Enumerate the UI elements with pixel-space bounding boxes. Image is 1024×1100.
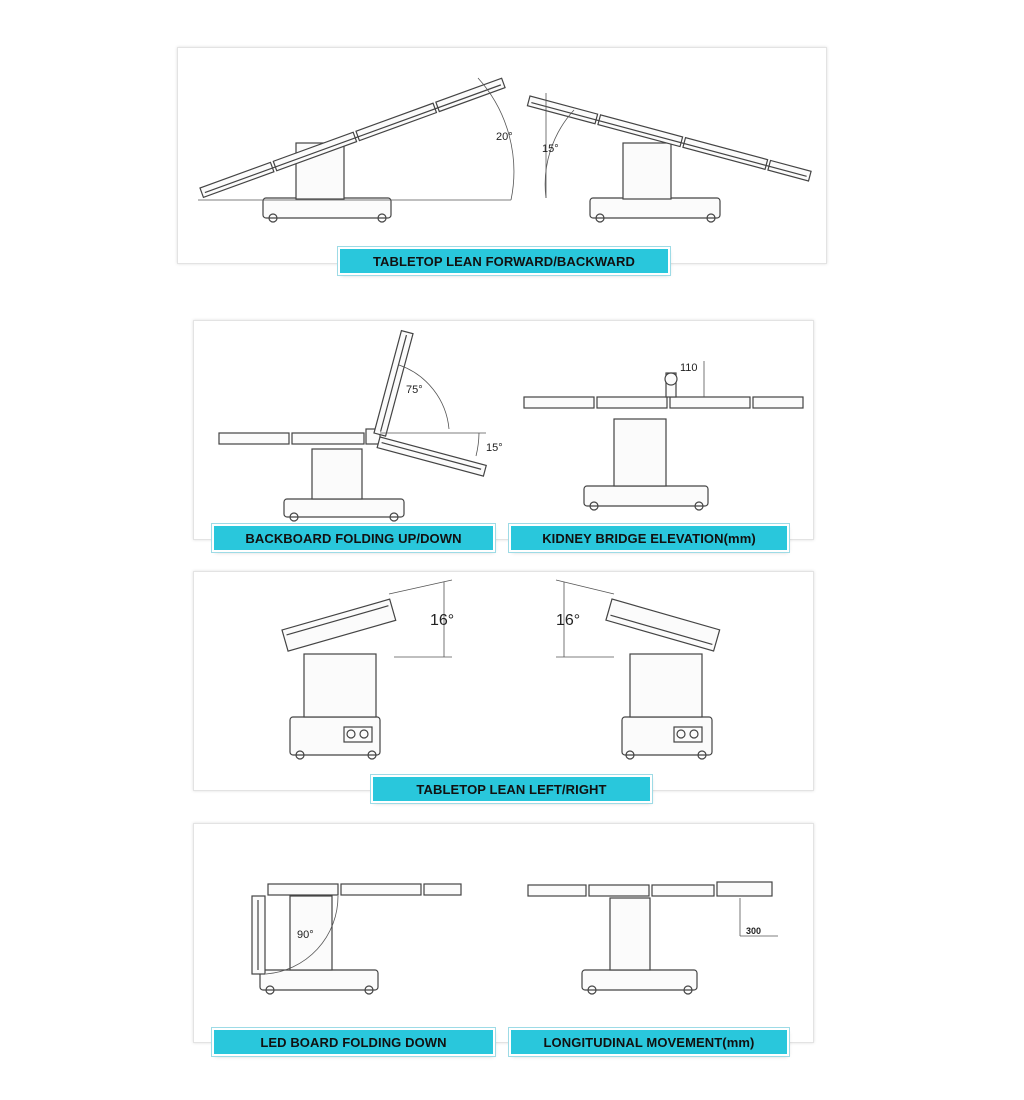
table-backboard-folding (219, 331, 503, 521)
label-tabletop-lean-left-right: TABLETOP LEAN LEFT/RIGHT (373, 777, 650, 801)
diagram-backboard-kidney (194, 321, 813, 539)
diagram-lean-left-right (194, 572, 813, 790)
table-lean-right (556, 580, 720, 759)
angle-label-20: 20° (496, 131, 513, 143)
label-kidney-bridge-elevation: KIDNEY BRIDGE ELEVATION(mm) (511, 526, 787, 550)
label-backboard-folding: BACKBOARD FOLDING UP/DOWN (214, 526, 493, 550)
angle-label-75: 75° (406, 384, 423, 396)
table-lean-left (282, 580, 454, 759)
angle-label-90: 90° (297, 929, 314, 941)
panel-led-longitudinal (193, 823, 814, 1043)
panel-backboard-kidney (193, 320, 814, 540)
angle-label-15-down: 15° (486, 442, 503, 454)
angle-label-15: 15° (542, 143, 559, 155)
label-longitudinal-movement: LONGITUDINAL MOVEMENT(mm) (511, 1030, 787, 1054)
table-kidney-bridge (524, 361, 803, 510)
panel-tabletop-lean-left-right (193, 571, 814, 791)
table-right-tilted (527, 93, 811, 222)
table-longitudinal-movement (528, 882, 778, 994)
angle-label-16-left: 16° (430, 612, 455, 629)
dimension-label-300: 300 (746, 926, 762, 936)
label-tabletop-lean-forward-backward: TABLETOP LEAN FORWARD/BACKWARD (340, 249, 668, 273)
panel-tabletop-lean-forward-backward (177, 47, 827, 264)
dimension-label-110: 110 (680, 362, 698, 374)
diagram-lean-forward-backward (178, 48, 826, 263)
label-led-board-folding: LED BOARD FOLDING DOWN (214, 1030, 493, 1054)
angle-label-16-right: 16° (556, 612, 581, 629)
table-left-tilted (198, 78, 514, 222)
table-led-board-folding (252, 884, 461, 994)
diagram-led-longitudinal (194, 824, 813, 1042)
